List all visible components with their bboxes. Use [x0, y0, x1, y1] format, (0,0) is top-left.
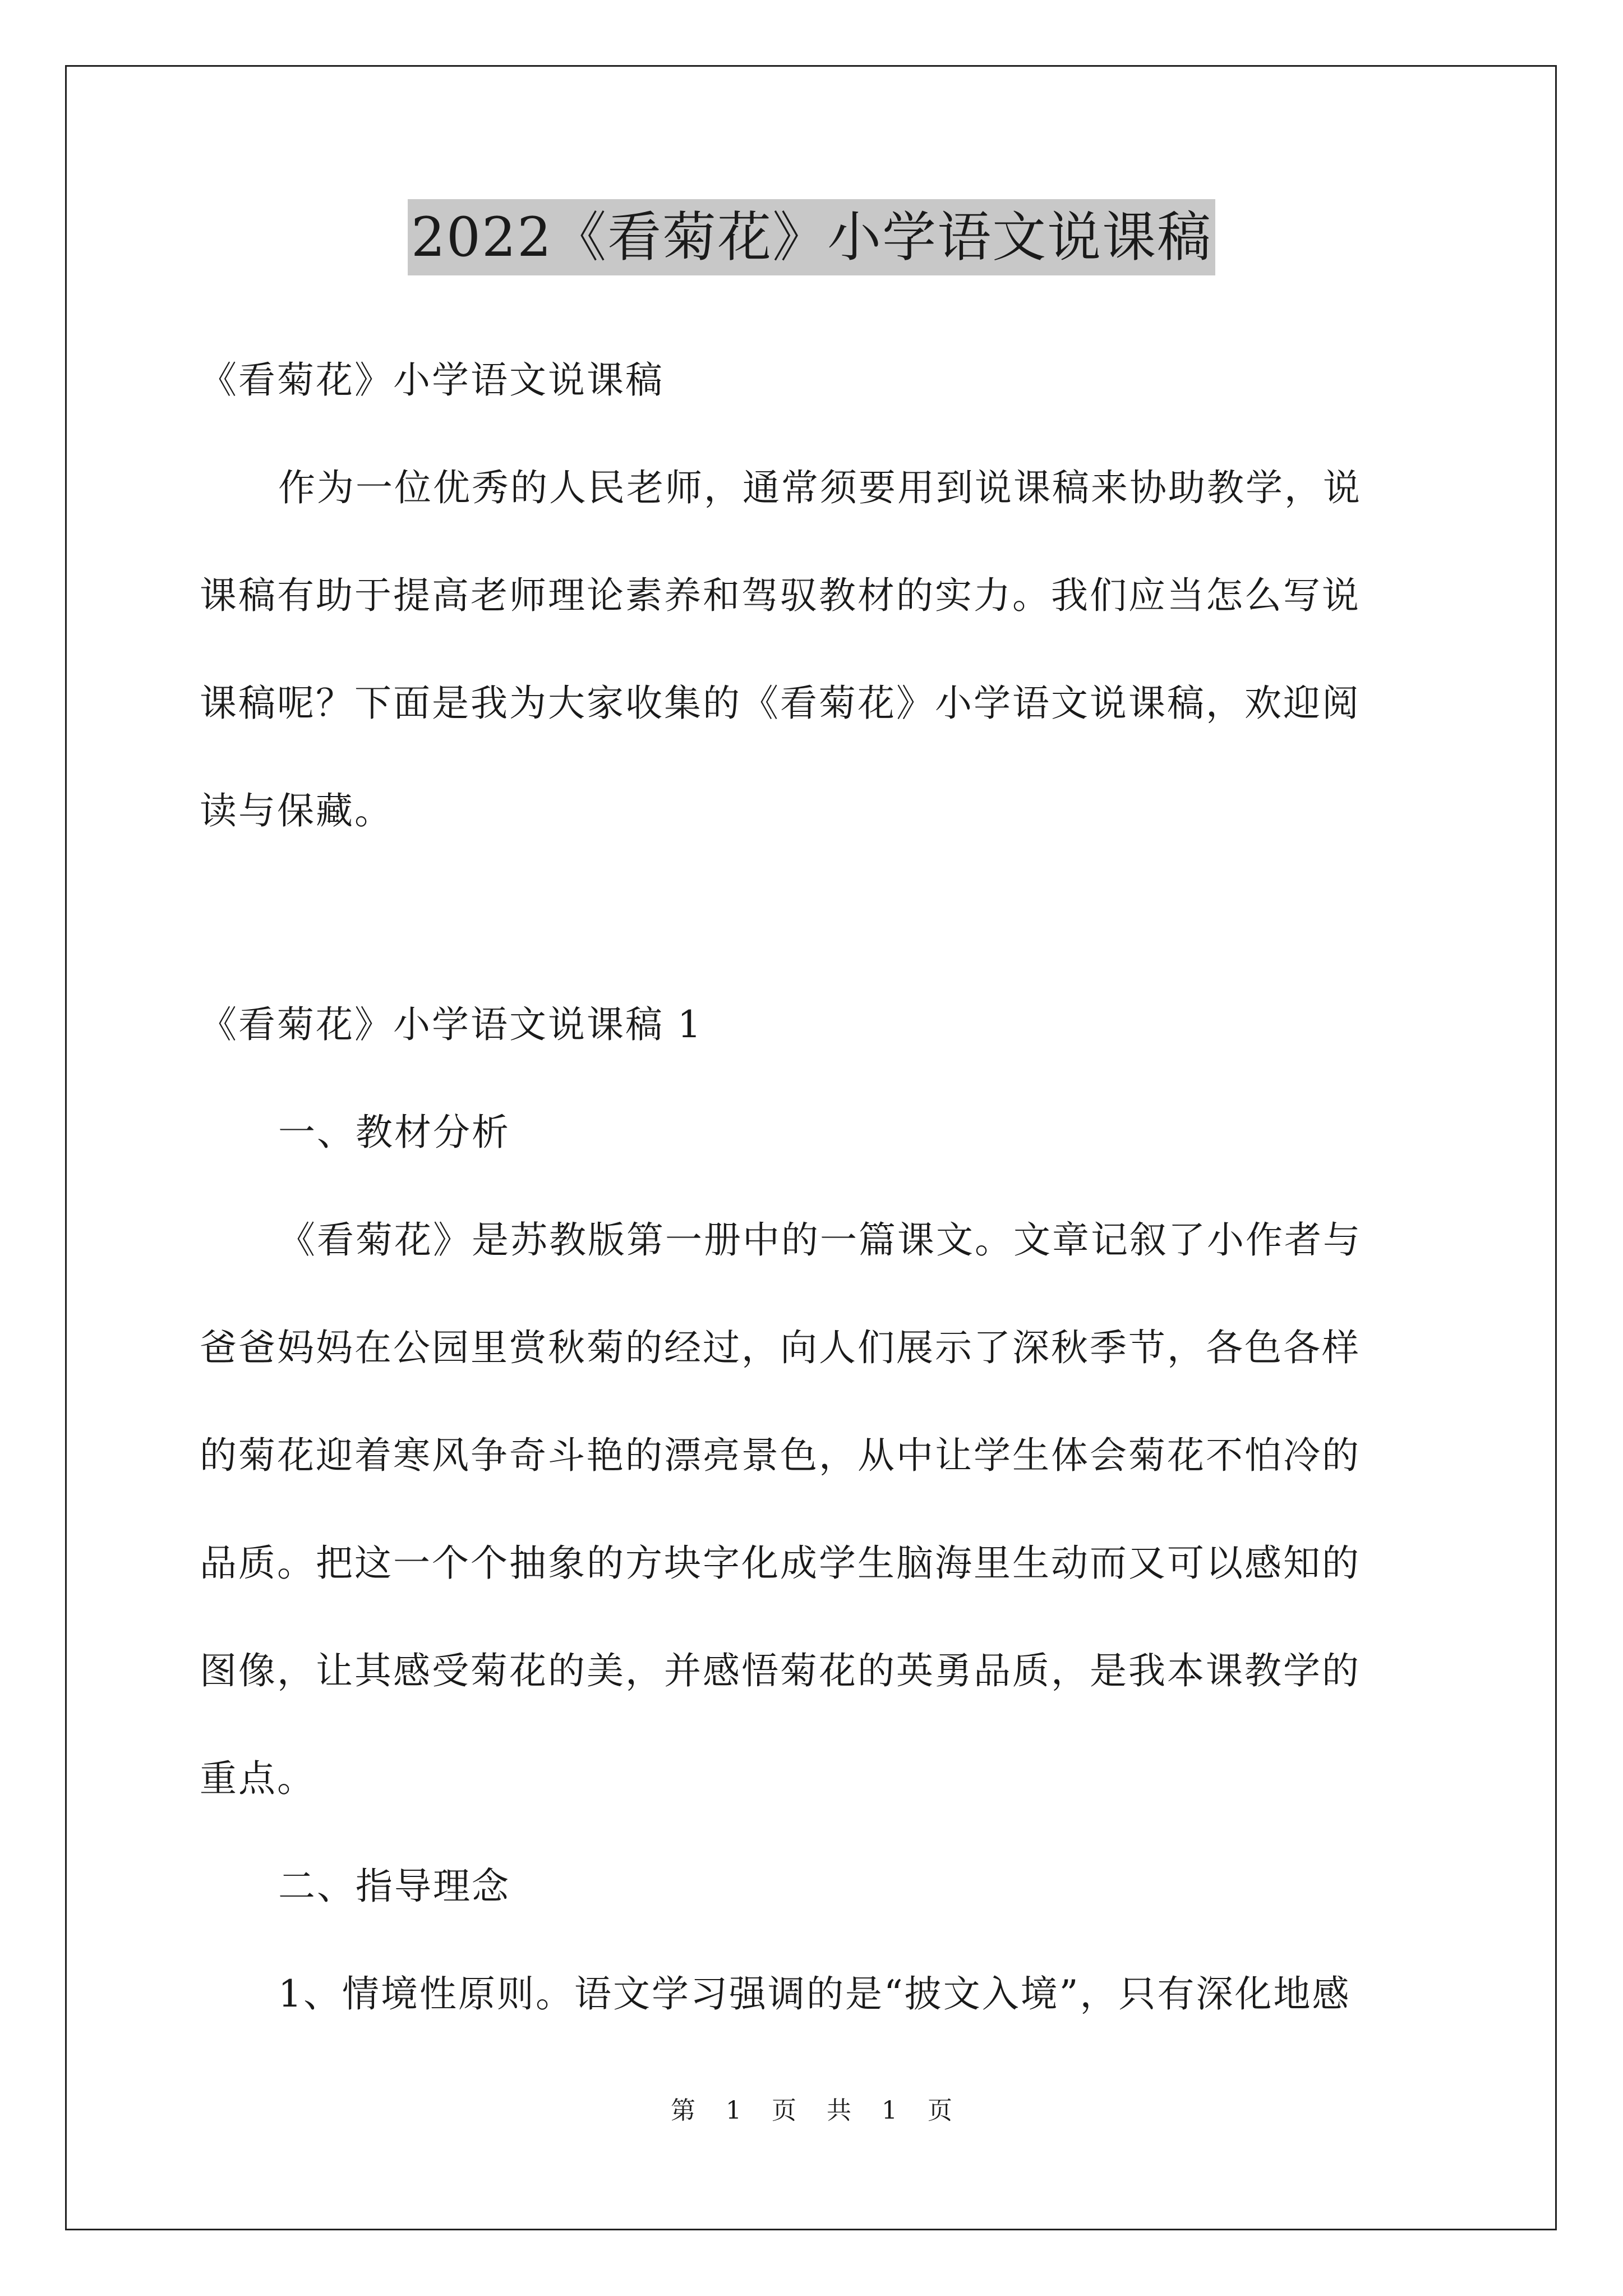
page-footer: 第 1 页 共 1 页 — [671, 2096, 952, 2125]
paragraph-line: 读与保藏。 — [200, 789, 393, 832]
paragraph-line: 品质。把这一个个抽象的方块字化成学生脑海里生动而又可以感知的 — [200, 1542, 1361, 1585]
paragraph-line: 课稿有助于提高老师理论素养和驾驭教材的实力。我们应当怎么写说 — [200, 574, 1361, 617]
paragraph-line: 爸爸妈妈在公园里赏秋菊的经过，向人们展示了深秋季节，各色各样 — [200, 1326, 1361, 1369]
section-subheading: 二、指导理念 — [278, 1865, 510, 1908]
subtitle-line: 《看菊花》小学语文说课稿 — [200, 358, 664, 402]
paragraph-line: 图像，让其感受菊花的美，并感悟菊花的英勇品质，是我本课教学的 — [200, 1649, 1361, 1692]
document-title: 2022《看菊花》小学语文说课稿 — [408, 199, 1215, 275]
paragraph-line: 的菊花迎着寒风争奇斗艳的漂亮景色，从中让学生体会菊花不怕冷的 — [200, 1434, 1361, 1477]
paragraph-line: 课稿呢？下面是我为大家收集的《看菊花》小学语文说课稿，欢迎阅 — [200, 682, 1361, 725]
section-subheading: 一、教材分析 — [278, 1111, 510, 1154]
paragraph-line: 《看菊花》是苏教版第一册中的一篇课文。文章记叙了小作者与 — [278, 1218, 1362, 1262]
paragraph-line: 1、情境性原则。语文学习强调的是“披文入境”，只有深化地感 — [278, 1972, 1351, 2016]
section-heading: 《看菊花》小学语文说课稿 1 — [200, 1003, 703, 1046]
title-container — [0, 199, 1623, 275]
paragraph-line: 重点。 — [200, 1757, 316, 1800]
paragraph-line: 作为一位优秀的人民老师，通常须要用到说课稿来协助教学，说 — [278, 466, 1362, 509]
